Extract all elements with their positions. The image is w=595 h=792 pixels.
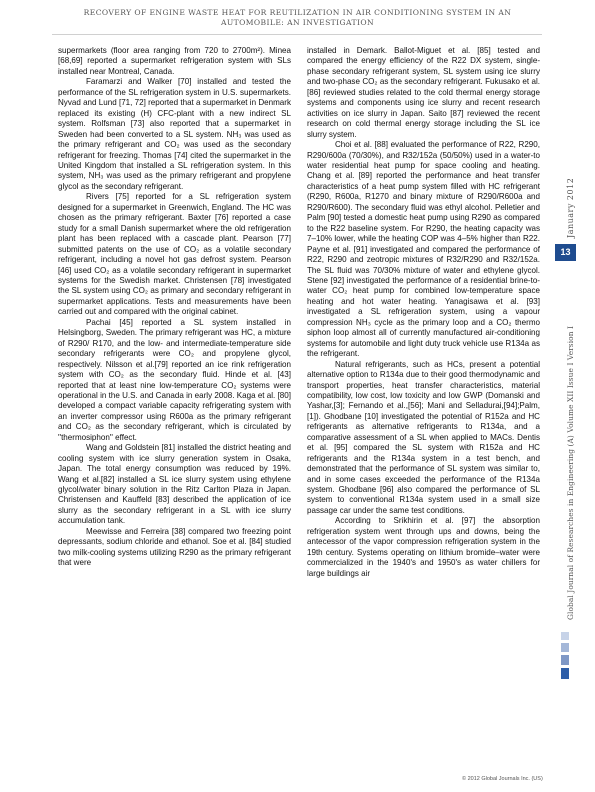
copyright-footer: © 2012 Global Journals Inc. (US): [462, 776, 543, 782]
paragraph: According to Srikhirin et al. [97] the absorption refrigeration system went through ups and downs, being the antecessor of the vapor compression refrigeration system in the 19th century. Systems operating on lithium bromide–water were commercialized in the 1940's and 1950's as water chillers for large buildings air: [307, 516, 540, 578]
paragraph: installed in Demark. Ballot-Miguet et al. [85] tested and compared the energy efficiency of the R22 DX system, single-phase secondary refrigerant system, SL system using ice slurry and two-phase CO₂ as the secondary refrigerant. Fukusako et al. [86] reviewed studies related to the cold thermal energy storage systems and components using ice slurry and recent research activities on ice slurry in Japan. Saito [87] reviewed the recent research on cold thermal energy storage including the SL ice slurry system.: [307, 46, 540, 139]
decorative-square: [561, 643, 569, 652]
running-header: RECOVERY OF ENGINE WASTE HEAT FOR REUTILIZATION IN AIR CONDITIONING SYSTEM IN AN AUTOMOBILE: AN INVESTIGATION: [83, 8, 512, 27]
paragraph: Rivers [75] reported for a SL refrigeration system designed for a supermarket in Greenwich, England. The HC was chosen as the primary refrigerant. Baxter [76] reported a case study for a small Danish supermarket where the old refrigeration plant has been replaced with a cascade plant. Pearson [77] submitted patents on the use of CO₂ as a volatile secondary refrigerant, including a novel hot gas defrost system. Pearson [46] used CO₂ as a volatile secondary refrigerant in supermarket systems for the Swedish market. Christensen [78] investigated the SL system using CO₂ as primary and secondary refrigerant in supermarket applications. Tests and measurements have been carried out and compared with the original cabinet.: [58, 192, 291, 317]
paragraph: Wang and Goldstein [81] installed the district heating and cooling system with ice slurry generation system in Osaka, Japan. The total energy consumption was reduced by 19%. Wang et al.[82] installed a SL ice slurry system using ethylene glycol/water binary solution in the Ritz Carlton Plaza in Japan. Christensen and Kauffeld [83] described the application of ice slurry as the secondary refrigerant in a SL with ice slurry accumulation tank.: [58, 443, 291, 526]
paragraph: Faramarzi and Walker [70] installed and tested the performance of the SL refrigeration system in U.S. supermarkets. Nyvad and Lund [71, 72] reported that a supermarket in Denmark replaced its existing (H) CFC-plant with a new indirect SL system. Rolfsman [73] also reported that a supermarket in Sweden had been converted to a SL system. NH₃ was used as the primary refrigerant and CO₂ was used as the secondary refrigerant for freezing. Thomas [74] cited the supermarket in the United Kingdom that installed a SL refrigeration system. In this system, NH₃ was used as the primary refrigerant and propylene glycol as the secondary refrigerant.: [58, 77, 291, 191]
left-column: [58, 46, 291, 569]
paragraph: Pachai [45] reported a SL system installed in Helsingborg, Sweden. The primary refrigerant was HC, a mixture of R290/ R170, and the low- and intermediate-temperature side secondary refrigerants were CO₂ and propylene glycol, respectively. Nilsson et al.[79] reported an ice rink refrigeration system with CO₂ as the secondary fluid. Hinde et al. [43] reported that at least nine low-temperature CO₂ systems were operational in the U.S. and Canada in early 2008. Kaga et al. [80] developed a compact variable capacity refrigerating system with an inverter compressor using R600a as the primary refrigerant and CO₂ as the secondary refrigerant, which is circulated by ''thermosiphon'' effect.: [58, 317, 291, 442]
header-divider: [52, 34, 542, 35]
decorative-square: [561, 668, 569, 679]
page-number: 13: [555, 244, 576, 261]
right-column: [307, 46, 540, 579]
paragraph: supermarkets (floor area ranging from 720 to 2700m²). Minea [68,69] reported a supermarket refrigeration system with SLs installed near Montreal, Canada.: [58, 46, 291, 76]
paragraph: Choi et al. [88] evaluated the performance of R22, R290, R290/600a (70/30%), and R32/152a (50/50%) used in a water-to water residential heat pump for space cooling and heating. Chang et al. [89] reported the performance and heat transfer characteristics of a heat pump system filled with HC refrigerant (R290, R600a, R1270 and binary mixture of R290/R600a and R290/R600). The secondary fluid was ethyl alcohol. Pelletier and Palm [90] tested a domestic heat pump using R290 as compared to the R22 baseline system. For R290, the heating capacity was 7–10% lower, while the heating COP was 4–5% higher than R22. Payne et al. [91] investigated and compared the performance of R22, R290 and zeotropic mixtures of R32/R290 and R32/152a. The SL fluid was 70/30% mixture of water and ethylene glycol. Stene [92] investigated the performance of a residential brine-to-water CO₂ heat pump for combined low-temperature space heating and hot water heating. Yanagisawa et al. [93] investigated a SL refrigeration system, using a vapour compression NH₃ cycle as the primary loop and a CO₂ thermo siphon loop almost all of currently manufactured air-conditioning systems for automobile and light duty truck vehicle use R134a as the refrigerant.: [307, 140, 540, 359]
paragraph: Natural refrigerants, such as HCs, present a potential alternative option to R134a due to their good thermodynamic and transport properties, heat transfer characteristics, material compatibility, low cost, low toxicity and low GWP (Domanski and Yashar,[3]; Fernando et al.,[56]; Mani and Selladurai,[94];Palm, [1]). Ghodbane [10] investigated the potential of R152a and HC refrigerants as alternative refrigerants to R134a, and a comparative assessment of a SL when applied to MACs. Dentis et al. [95] compared the SL system with R152a and HC refrigerants and the R134a system in a test bench, and demonstrated that the performance of SL system was similar to, and in some cases exceeded the performance of the R134a system. Ghodbane [96] also compared the performance of SL system to conventional R134a system used in a small size passage car under the same test conditions.: [307, 359, 540, 515]
journal-info: Global Journal of Researches in Engineering (A) Volume XII Issue I Version I: [566, 325, 575, 620]
decorative-square: [561, 632, 569, 640]
paragraph: Meewisse and Ferreira [38] compared two freezing point depressants, sodium chloride and ethanol. Soe et al. [84] studied two milk-cooling systems utilizing R290 as the primary refrigerant that were: [58, 526, 291, 568]
issue-date: January 2012: [566, 177, 575, 238]
decorative-square: [561, 655, 569, 665]
